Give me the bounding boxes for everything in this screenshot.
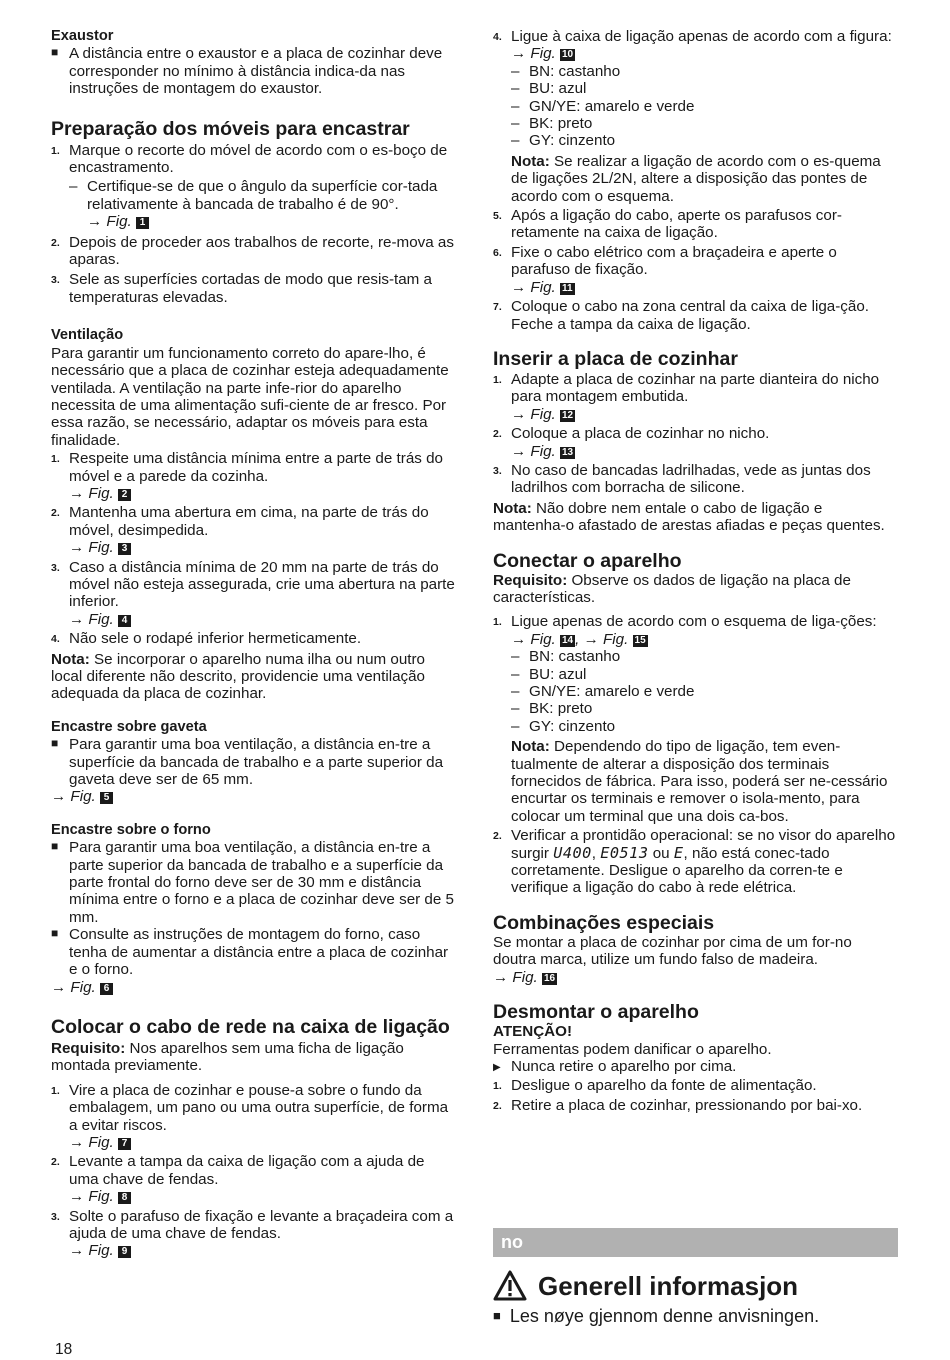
fig-ref-10: → Fig. 10 — [511, 45, 574, 63]
vent-step-1: 1. Respeite uma distância mínima entre a parte de trás do móvel e a parede da cozinha. — [51, 450, 443, 485]
warning-text: Ferramentas podem danificar o aparelho. — [493, 1040, 772, 1058]
fig-number-badge: 3 — [118, 543, 131, 555]
fig-number-badge: 4 — [118, 615, 131, 627]
cabo-step-6: 6. Fixe o cabo elétrico com a braçadeira e aperte o parafuso de fixação. — [493, 243, 837, 279]
vent-heading: Ventilação — [51, 327, 124, 344]
wire-item: – BN: castanho — [511, 63, 898, 80]
conectar-requisito: Requisito: Observe os dados de ligação na placa de características. — [493, 571, 851, 606]
arrow-icon: → — [511, 630, 527, 648]
no-heading: Generell informasjon — [538, 1271, 799, 1301]
language-code: no — [501, 1232, 523, 1252]
prep-step-1-dash: – Certifique-se de que o ângulo da superfície cor-tada relativamente à bancada de trabalho é de 90°. — [69, 178, 456, 213]
fig-number-badge: 6 — [100, 983, 113, 995]
square-bullet-icon: ■ — [493, 1308, 501, 1323]
fig-ref-4: → Fig. 4 — [69, 611, 456, 628]
exaustor-bullet: ■ A distância entre o exaustor e a placa de cozinhar deve corresponder no mínimo à distância indica-da nas instruções de montagem do exaustor. — [51, 45, 443, 98]
arrow-icon: → — [511, 45, 527, 63]
inserir-heading: Inserir a placa de cozinhar — [493, 347, 738, 370]
wire-item: – BU: azul — [511, 666, 898, 683]
cabo-heading: Colocar o cabo de rede na caixa de ligação — [51, 1015, 450, 1038]
square-bullet-icon: ■ — [51, 45, 59, 60]
vent-step-4: 4. Não sele o rodapé inferior hermeticamente. — [51, 630, 362, 648]
language-bar — [493, 1228, 898, 1257]
exaustor-heading: Exaustor — [51, 28, 114, 44]
fig-number-badge: 15 — [634, 634, 646, 646]
no-bullet: ■ Les nøye gjennom denne anvisningen. — [493, 1306, 820, 1326]
arrow-icon: → — [69, 539, 85, 557]
fig-ref-5: → Fig. 5 — [51, 788, 456, 805]
inserir-step-1: 1. Adapte a placa de cozinhar na parte dianteira do nicho para montagem embutida. — [493, 370, 880, 406]
arrow-icon: → — [493, 968, 509, 986]
page-number: 18 — [55, 1341, 73, 1358]
combinacoes-heading: Combinações especiais — [493, 911, 715, 934]
fig-number-badge: 14 — [561, 634, 574, 646]
arrow-icon: → — [69, 1133, 85, 1151]
fig-ref-1: → Fig. 1 — [87, 213, 456, 230]
arrow-icon: → — [69, 1242, 85, 1260]
fig-number-badge: 10 — [561, 49, 574, 61]
desmontar-step-2: 2. Retire a placa de cozinhar, pressionando por bai-xo. — [493, 1096, 863, 1114]
gaveta-bullet: ■ Para garantir uma boa ventilação, a distância en-tre a superfície da bancada de trabalho e a parte superior da gaveta deve ser de 65 mm. — [51, 736, 444, 789]
vent-step-3: 3. Caso a distância mínima de 20 mm na parte de trás do móvel não esteja assegurada, crie uma abertura na parte inferior. — [51, 558, 455, 611]
arrow-icon: → — [87, 213, 103, 231]
fig-number-badge: 5 — [100, 792, 113, 804]
vent-note: Nota: Se incorporar o aparelho numa ilha ou num outro local diferente não descrito, providencie uma ventilação adequada da placa de cozinhar. — [51, 650, 425, 703]
fig-number-badge: 16 — [543, 972, 556, 984]
conectar-step-2: 2. Verificar a prontidão operacional: se no visor do aparelho surgir U400, E0513 ou E, não está conec-tado corretamente. Desligue o aparelho da corren-te e verifique a ligação do cabo à rede elétrica. — [493, 827, 896, 897]
square-bullet-icon: ■ — [51, 736, 59, 751]
arrow-icon: → — [51, 788, 67, 806]
arrow-icon: → — [69, 610, 85, 628]
forno-bullet-2: ■ Consulte as instruções de montagem do forno, caso tenha de aumentar a distância entre a placa de cozinhar e o forno. — [51, 926, 449, 979]
wire-item: – GY: cinzento — [511, 132, 898, 149]
vent-step-2: 2. Mantenha uma abertura em cima, na parte de trás do móvel, desimpedida. — [51, 504, 429, 539]
right-column — [493, 28, 898, 1114]
cabo-note: Nota: Se realizar a ligação de acordo com o es-quema de ligações 2L/2N, altere a disposição das pontes de acordo com o esquema. — [511, 152, 881, 205]
gaveta-heading: Encastre sobre gaveta — [51, 718, 207, 735]
combinacoes-paragraph: Se montar a placa de cozinhar por cima de um for-no doutra marca, utilize um fundo falso de madeira. — [493, 933, 852, 969]
fig-ref-16: → Fig. 16 — [493, 968, 556, 986]
wire-item: – GN/YE: amarelo e verde — [511, 683, 898, 700]
prep-step-1: 1. Marque o recorte do móvel de acordo com o es-boço de encastramento. — [51, 141, 448, 177]
vent-paragraph: Para garantir um funcionamento correto do apare-lho, é necessário que a placa de cozinhar esteja adequadamente ventilada. A ventilação na parte infe-rior do aparelho necessita de uma alimentação sufi-ciente de ar fresco. Por essa razão, se necessário, adaptar os móveis para esta finalidade. — [51, 344, 449, 449]
cabo-requisito: Requisito: Nos aparelhos sem uma ficha de ligação montada previamente. — [51, 1039, 404, 1075]
fig-ref-14-15: → Fig. 14 , → Fig. 15 — [511, 630, 646, 648]
wire-item: – BU: azul — [511, 80, 898, 97]
arrow-icon: → — [51, 978, 67, 996]
arrow-icon: → — [583, 630, 599, 648]
fig-number-badge: 9 — [118, 1246, 131, 1258]
fig-number-badge: 1 — [136, 217, 149, 229]
fig-number-badge: 11 — [561, 282, 573, 294]
fig-ref-6: → Fig. 6 — [51, 979, 456, 996]
wire-item: – BK: preto — [511, 115, 898, 132]
wire-item: – BN: castanho — [511, 648, 898, 665]
display-code: E0513 — [600, 843, 649, 862]
left-column — [51, 28, 456, 1260]
desmontar-step-1: 1. Desligue o aparelho da fonte de alimentação. — [493, 1077, 817, 1095]
arrow-icon: → — [511, 442, 527, 460]
arrow-icon: → — [511, 278, 527, 296]
arrow-icon: → — [69, 1188, 85, 1206]
display-code: E — [673, 843, 684, 862]
conectar-note: Nota: Dependendo do tipo de ligação, tem even-tualmente de alterar a disposição dos terminais fornecidos de fábrica. Para isso, poderá ser ne-cessário encurtar os terminais e remover o isola-mento, para colocar um terminal que una dois ca-bos. — [511, 738, 888, 825]
fig-ref-8: → Fig. 8 — [69, 1188, 456, 1205]
prep-step-2: 2. Depois de proceder aos trabalhos de recorte, re-mova as aparas. — [51, 233, 454, 269]
inserir-step-3: 3. No caso de bancadas ladrilhadas, vede as juntas dos ladrilhos com borracha de silicone. — [493, 461, 871, 497]
fig-ref-11: → Fig. 11 — [511, 278, 573, 296]
display-code: U400 — [553, 843, 592, 862]
wire-item: – BK: preto — [511, 700, 898, 717]
square-bullet-icon: ■ — [51, 839, 59, 854]
no-heading-row — [493, 1268, 898, 1304]
cabo-step-4: 4. Ligue à caixa de ligação apenas de acordo com a figura: — [493, 28, 892, 45]
fig-ref-2: → Fig. 2 — [69, 485, 456, 502]
cabo-step-3: 3. Solte o parafuso de fixação e levante a braçadeira com a ajuda de uma chave de fendas. — [51, 1207, 454, 1242]
warning-label: ATENÇÃO! — [493, 1023, 573, 1041]
prep-step-3: 3. Sele as superfícies cortadas de modo que resis-tam a temperaturas elevadas. — [51, 271, 432, 306]
fig-number-badge: 2 — [118, 489, 131, 501]
fig-ref-12: → Fig. 12 — [511, 405, 574, 423]
fig-ref-9: → Fig. 9 — [69, 1242, 456, 1259]
arrow-icon: → — [511, 405, 527, 423]
cabo-step-7: 7. Coloque o cabo na zona central da caixa de liga-ção. Feche a tampa da caixa de ligação. — [493, 298, 869, 333]
arrow-icon: → — [69, 484, 85, 502]
cabo-step-5: 5. Após a ligação do cabo, aperte os parafusos cor-retamente na caixa de ligação. — [493, 207, 842, 242]
wire-item: – GY: cinzento — [511, 718, 898, 735]
triangle-bullet-icon: ▶ — [493, 1061, 501, 1073]
fig-ref-3: → Fig. 3 — [69, 539, 456, 556]
inserir-step-2: 2. Coloque a placa de cozinhar no nicho. — [493, 425, 770, 443]
forno-heading: Encastre sobre o forno — [51, 821, 211, 838]
wire-item: – GN/YE: amarelo e verde — [511, 98, 898, 115]
desmontar-heading: Desmontar o aparelho — [493, 1001, 699, 1024]
inserir-note: Nota: Não dobre nem entale o cabo de ligação e mantenha-o afastado de arestas afiadas e peças quentes. — [493, 499, 885, 535]
conectar-heading: Conectar o aparelho — [493, 549, 682, 572]
cabo-step-2: 2. Levante a tampa da caixa de ligação com a ajuda de uma chave de fendas. — [51, 1153, 425, 1188]
fig-number-badge: 7 — [118, 1138, 131, 1150]
cabo-step-1: 1. Vire a placa de cozinhar e pouse-a sobre o fundo da embalagem, um pano ou uma outra superfície, de forma a evitar riscos. — [51, 1081, 449, 1134]
fig-ref-7: → Fig. 7 — [69, 1134, 456, 1151]
fig-number-badge: 8 — [118, 1192, 131, 1204]
conectar-step-1: 1. Ligue apenas de acordo com o esquema de liga-ções: — [493, 613, 877, 631]
fig-ref-13: → Fig. 13 — [511, 442, 574, 460]
fig-number-badge: 13 — [561, 446, 574, 458]
desmontar-instruction: ▶ Nunca retire o aparelho por cima. — [493, 1057, 737, 1075]
warning-triangle-icon — [493, 1270, 527, 1302]
forno-bullet-1: ■ Para garantir uma boa ventilação, a distância en-tre a parte superior da bancada de trabalho e a superfície da parte frontal do forno deve ser de 30 mm e distância mínima entre o forno e a placa de cozinhar deve ser de 5 mm. — [51, 839, 454, 926]
prep-heading: Preparação dos móveis para encastrar — [51, 117, 410, 140]
fig-number-badge: 12 — [561, 409, 574, 421]
square-bullet-icon: ■ — [51, 926, 59, 941]
